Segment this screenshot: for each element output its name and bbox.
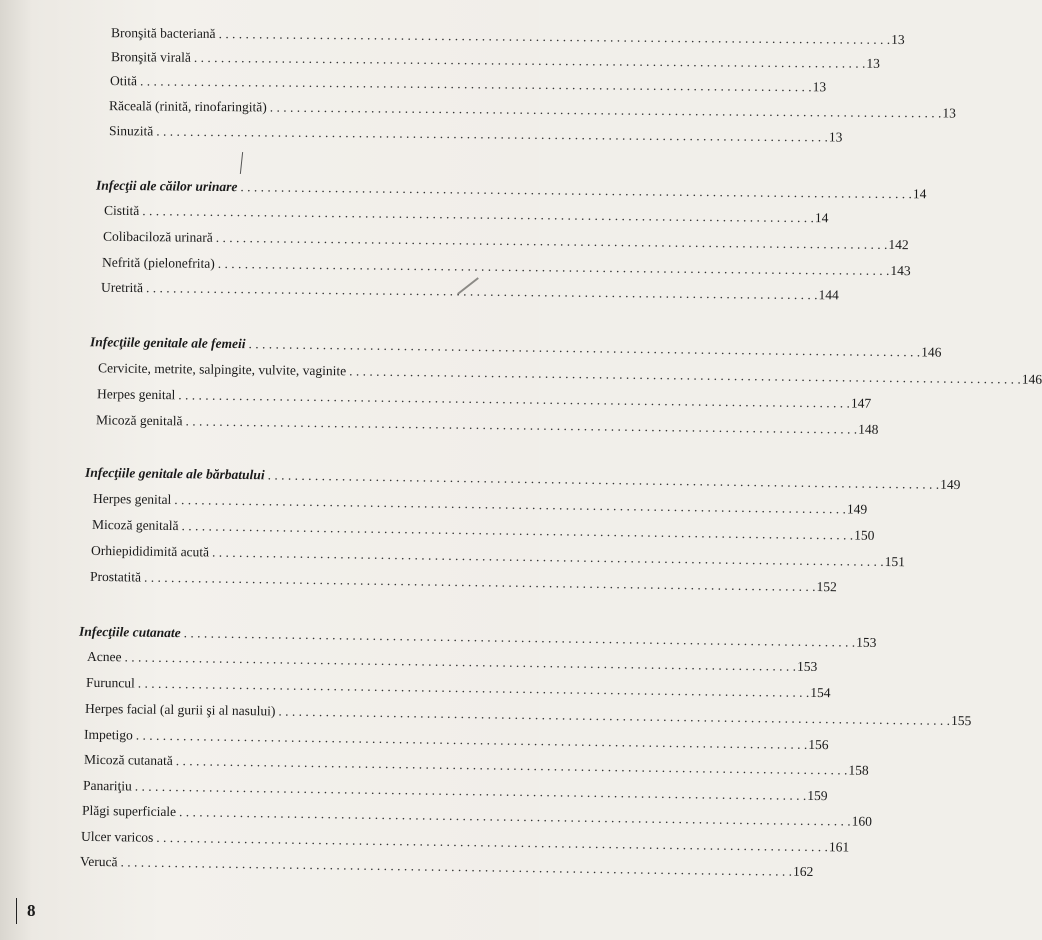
leader-dots	[140, 72, 812, 96]
leader-dots	[142, 202, 814, 227]
toc-entry-title: Panariţiu	[82, 777, 132, 794]
toc-entry-page: 14	[814, 210, 829, 226]
toc-entry-title: Uretrită	[100, 279, 144, 296]
toc-entry-page: 146	[921, 344, 942, 360]
toc-entry-title: Sinuzită	[108, 123, 154, 139]
toc-entry-title: Micoză genitală	[91, 516, 179, 534]
leader-dots	[218, 255, 890, 280]
toc-entry[interactable]	[82, 777, 828, 804]
toc-entry-page: 148	[858, 421, 879, 437]
toc-entry-page: 153	[796, 658, 818, 675]
toc-entry-title: Micoză genitală	[95, 412, 183, 429]
toc-section-heading[interactable]	[84, 464, 961, 493]
toc-section-heading[interactable]	[89, 333, 942, 360]
toc-entry-page: 154	[810, 684, 831, 701]
leader-dots	[156, 123, 828, 147]
toc-entry[interactable]	[108, 97, 956, 121]
toc-entry-page: 142	[888, 236, 909, 253]
toc-entry-title: Ulcer varicos	[80, 828, 154, 845]
toc-entry[interactable]	[85, 674, 831, 701]
toc-entry-title: Colibaciloză urinară	[102, 228, 213, 245]
toc-section-title: Infecţiile genitale ale bărbatului	[84, 464, 265, 483]
toc-entry-page: 159	[807, 787, 828, 804]
toc-entry-title: Herpes genital	[92, 490, 172, 507]
leader-dots	[216, 229, 888, 254]
toc-entry[interactable]	[102, 228, 909, 253]
toc-entry[interactable]	[92, 490, 868, 517]
toc-entry-page: 151	[884, 553, 906, 570]
toc-entry-page: 156	[808, 736, 829, 753]
toc-entry-title: Orhiepididimită acută	[90, 542, 210, 560]
toc-entry[interactable]	[84, 700, 972, 729]
toc-entry-page: 13	[812, 79, 827, 95]
toc-entry-title: Bronşită virală	[110, 49, 191, 65]
toc-entry-page: 149	[846, 501, 868, 517]
toc-section-heading[interactable]	[78, 623, 877, 650]
toc-entry-title: Otită	[109, 73, 138, 89]
toc-entry-title: Răceală (rinită, rinofaringită)	[108, 98, 267, 115]
leader-dots	[184, 624, 856, 651]
toc-entry-title: Cistită	[103, 202, 140, 219]
leader-dots	[138, 675, 810, 702]
toc-entry-title: Nefrită (pielonefrita)	[101, 254, 215, 271]
toc-entry[interactable]	[83, 726, 829, 753]
toc-entry[interactable]	[108, 122, 843, 145]
toc-entry[interactable]	[97, 359, 1042, 387]
toc-entry-title: Verucă	[79, 853, 118, 870]
toc-entry-title: Bronşită bacteriană	[110, 25, 216, 42]
toc-entry-page: 13	[866, 55, 881, 71]
toc-entry-page: 162	[792, 863, 814, 880]
page-number: 8	[16, 898, 36, 924]
toc-entry-title: Furuncul	[85, 674, 135, 691]
toc-entry-page: 153	[856, 634, 877, 650]
toc-entry-title: Herpes facial (al gurii şi al nasului)	[84, 700, 276, 719]
toc-entry-page: 149	[940, 476, 961, 493]
toc-entry[interactable]	[80, 828, 850, 855]
leader-dots	[240, 178, 912, 203]
toc-entry-page: 13	[828, 129, 843, 145]
toc-entry-page: 155	[950, 712, 972, 729]
leader-dots	[179, 803, 851, 830]
leader-dots	[185, 412, 857, 438]
toc-entry-page: 14	[912, 186, 927, 202]
toc-entry-page: 158	[848, 762, 869, 778]
toc-entry-page: 146	[1021, 371, 1042, 387]
toc-entry-page: 13	[891, 31, 905, 48]
toc-entry[interactable]	[91, 516, 875, 543]
toc-entry[interactable]	[90, 542, 906, 570]
toc-entry-page: 144	[818, 287, 839, 303]
toc-entry-title: Micoză cutanată	[83, 751, 173, 769]
leader-dots	[124, 648, 796, 675]
leader-dots	[135, 778, 807, 805]
toc-section-heading[interactable]	[95, 177, 927, 202]
toc-entry[interactable]	[95, 411, 879, 437]
leader-dots	[219, 25, 891, 49]
toc-entry[interactable]	[109, 72, 827, 95]
toc-entry-page: 161	[828, 839, 850, 855]
toc-entry-page: 150	[854, 527, 875, 543]
toc-entry[interactable]	[100, 279, 839, 303]
leader-dots	[270, 99, 942, 123]
toc-entry-title: Plăgi superficiale	[81, 802, 177, 820]
toc-entry-page: 13	[942, 105, 956, 121]
toc-entry[interactable]	[101, 254, 911, 279]
leader-dots	[268, 466, 940, 493]
leader-dots	[156, 829, 828, 856]
toc-entry-title: Acnee	[86, 648, 122, 665]
toc-entry-page: 147	[850, 395, 872, 411]
leader-dots	[349, 362, 1021, 388]
leader-dots	[136, 727, 808, 754]
leader-dots	[278, 703, 950, 730]
toc-entry[interactable]	[110, 48, 881, 71]
toc-entry-page: 143	[890, 262, 911, 279]
leader-dots	[174, 491, 846, 518]
leader-dots	[248, 335, 920, 361]
toc-section-title: Infecţiile cutanate	[78, 623, 181, 641]
leader-dots	[176, 752, 848, 779]
leader-dots	[194, 49, 866, 73]
toc-entry-page: 160	[851, 813, 873, 829]
toc-entry[interactable]	[86, 648, 818, 675]
toc-section-title: Infecţii ale căilor urinare	[95, 177, 238, 195]
leader-dots	[120, 853, 792, 880]
toc-entry[interactable]	[96, 385, 872, 411]
toc-entry-title: Herpes genital	[96, 386, 176, 403]
leader-dots	[212, 544, 884, 571]
toc-entry-title: Impetigo	[83, 726, 133, 743]
toc-section-title: Infecţiile genitale ale femeii	[89, 334, 246, 352]
leader-dots	[146, 279, 818, 304]
toc-entry[interactable]	[103, 202, 829, 226]
toc-entry-title: Cervicite, metrite, salpingite, vulvite, vaginite	[97, 360, 347, 379]
toc-entry[interactable]	[110, 24, 905, 48]
toc-entry[interactable]	[89, 568, 837, 595]
leader-dots	[144, 569, 816, 596]
toc-entry-page: 152	[816, 578, 837, 595]
toc-entry[interactable]	[79, 853, 814, 880]
leader-dots	[181, 517, 853, 544]
toc-entry-title: Prostatită	[89, 568, 142, 585]
toc-entry[interactable]	[83, 751, 869, 778]
leader-dots	[178, 386, 850, 412]
toc-entry[interactable]	[81, 802, 873, 829]
